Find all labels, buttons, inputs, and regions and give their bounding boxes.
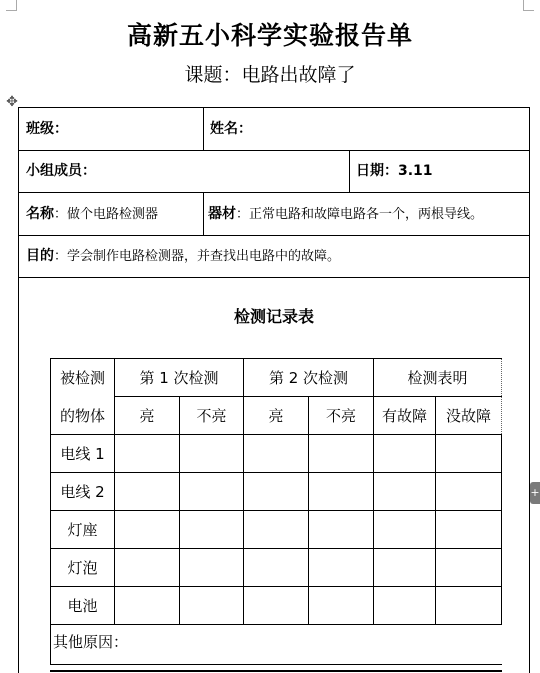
- blank-cell[interactable]: [244, 435, 309, 473]
- blank-cell[interactable]: [244, 511, 309, 549]
- name-field[interactable]: [210, 120, 252, 138]
- blank-cell[interactable]: [309, 511, 374, 549]
- blank-cell[interactable]: [180, 511, 244, 549]
- equipment-field[interactable]: [208, 205, 483, 224]
- column-divider: [203, 192, 204, 235]
- row-divider: [19, 192, 529, 193]
- blank-cell[interactable]: [374, 435, 436, 473]
- table-row: [51, 435, 502, 473]
- subheader-faulty: 有故障: [374, 397, 436, 435]
- group-members-field[interactable]: [26, 162, 96, 180]
- product-name-field[interactable]: [26, 205, 158, 224]
- subheader-test1-lit: 亮: [115, 397, 180, 435]
- blank-cell[interactable]: [374, 473, 436, 511]
- row-label: 电线 2: [51, 473, 115, 511]
- table-row: [51, 511, 502, 549]
- row-divider: [19, 235, 529, 236]
- purpose-label: 目的: [26, 248, 54, 264]
- blank-cell[interactable]: [115, 549, 180, 587]
- column-divider: [203, 108, 204, 150]
- blank-cell[interactable]: [115, 435, 180, 473]
- table-row: [51, 549, 502, 587]
- blank-cell[interactable]: [115, 511, 180, 549]
- blank-cell[interactable]: [436, 435, 502, 473]
- row-divider: [19, 150, 529, 151]
- page-corner-mark-right: [523, 0, 534, 11]
- report-form: [18, 107, 530, 673]
- document-title: 高新五小科学实验报告单: [126, 21, 413, 50]
- date-label: 日期：: [356, 163, 398, 179]
- row-label: 灯泡: [51, 549, 115, 587]
- blank-cell[interactable]: [436, 587, 502, 625]
- header-object-top: 被检测: [51, 359, 115, 397]
- purpose-field[interactable]: [26, 247, 340, 266]
- name-label: 姓名：: [210, 121, 252, 137]
- blank-cell[interactable]: [309, 435, 374, 473]
- blank-cell[interactable]: [180, 587, 244, 625]
- blank-cell[interactable]: [309, 587, 374, 625]
- other-reasons-field[interactable]: [51, 625, 502, 665]
- row-label: 电池: [51, 587, 115, 625]
- blank-cell[interactable]: [436, 549, 502, 587]
- record-table: [50, 358, 502, 665]
- add-row-icon[interactable]: +: [530, 482, 540, 504]
- subheader-not-faulty: 没故障: [436, 397, 502, 435]
- blank-cell[interactable]: [244, 587, 309, 625]
- blank-cell[interactable]: [374, 511, 436, 549]
- column-divider: [349, 150, 350, 192]
- table-row: [51, 587, 502, 625]
- colon: ：: [54, 207, 68, 222]
- blank-cell[interactable]: [309, 473, 374, 511]
- header-result: 检测表明: [374, 359, 502, 397]
- row-divider: [19, 277, 529, 278]
- purpose-value: ：学会制作电路检测器，并查找出电路中的故障。: [54, 249, 341, 264]
- blank-cell[interactable]: [115, 473, 180, 511]
- move-handle-icon[interactable]: ✥: [6, 94, 18, 110]
- answer-line: [50, 670, 502, 672]
- row-label: 电线 1: [51, 435, 115, 473]
- subheader-test2-lit: 亮: [244, 397, 309, 435]
- blank-cell[interactable]: [436, 473, 502, 511]
- blank-cell[interactable]: [374, 587, 436, 625]
- blank-cell[interactable]: [244, 473, 309, 511]
- blank-cell[interactable]: [436, 511, 502, 549]
- product-name-label: 名称: [26, 206, 54, 222]
- blank-cell[interactable]: [309, 549, 374, 587]
- blank-cell[interactable]: [374, 549, 436, 587]
- date-field[interactable]: [356, 162, 433, 180]
- page-corner-mark-left: [6, 0, 17, 11]
- blank-cell[interactable]: [115, 587, 180, 625]
- header-object-bottom: 的物体: [51, 397, 115, 435]
- equipment-label: 器材: [208, 206, 236, 222]
- group-members-label: 小组成员：: [26, 163, 96, 179]
- record-table-title: 检测记录表: [233, 307, 314, 326]
- class-label: 班级：: [26, 121, 68, 137]
- date-value: 3.11: [398, 163, 433, 179]
- blank-cell[interactable]: [180, 549, 244, 587]
- other-reasons-label: 其他原因：: [53, 633, 129, 651]
- document-subtitle: 课题：电路出故障了: [184, 64, 356, 86]
- table-row: [51, 473, 502, 511]
- blank-cell[interactable]: [244, 549, 309, 587]
- subheader-test2-unlit: 不亮: [309, 397, 374, 435]
- header-test-2: 第 2 次检测: [244, 359, 374, 397]
- blank-cell[interactable]: [180, 435, 244, 473]
- header-test-1: 第 1 次检测: [115, 359, 244, 397]
- product-name-value: 做个电路检测器: [67, 207, 159, 222]
- blank-cell[interactable]: [180, 473, 244, 511]
- row-label: 灯座: [51, 511, 115, 549]
- subheader-test1-unlit: 不亮: [180, 397, 244, 435]
- class-field[interactable]: [26, 120, 68, 138]
- equipment-value: ：正常电路和故障电路各一个，两根导线。: [236, 207, 484, 222]
